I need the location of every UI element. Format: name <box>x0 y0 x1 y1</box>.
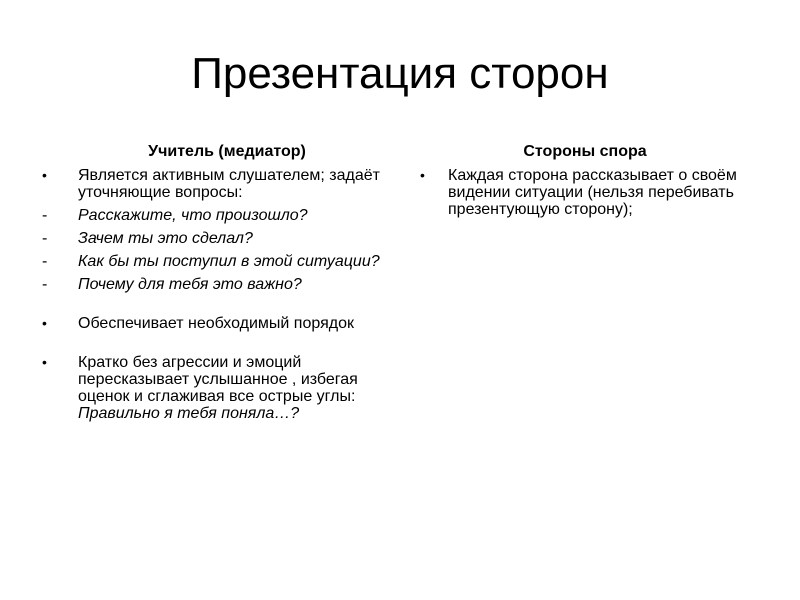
list-item-text: Как бы ты поступил в этой ситуации? <box>78 253 380 270</box>
list-item <box>42 315 387 332</box>
list-item-italic-text: Правильно я тебя поняла…? <box>78 405 300 422</box>
dash-icon: - <box>42 230 48 247</box>
list-item-text: Обеспечивает необходимый порядок <box>78 315 354 332</box>
list-item <box>420 167 755 218</box>
bullet-icon: • <box>42 167 47 183</box>
bullet-icon: • <box>42 315 47 331</box>
dash-icon: - <box>42 207 48 224</box>
list-item-text: Почему для тебя это важно? <box>78 276 302 293</box>
parties-column <box>420 143 755 224</box>
list-item-text: Зачем ты это сделал? <box>78 230 253 247</box>
list-item <box>42 167 387 201</box>
list-item-text: Каждая сторона рассказывает о своём видении ситуации (нельзя перебивать презентующую сторону); <box>448 167 737 218</box>
list-item <box>42 354 387 422</box>
list-item <box>42 253 387 270</box>
dash-icon: - <box>42 253 48 270</box>
list-item <box>42 207 387 224</box>
list-item <box>42 276 387 293</box>
slide-title: Презентация сторон <box>191 49 609 98</box>
teacher-column-heading: Учитель (медиатор) <box>148 143 306 160</box>
bullet-icon: • <box>42 354 47 370</box>
teacher-list <box>42 167 387 422</box>
parties-list <box>420 167 755 218</box>
list-item <box>42 230 387 247</box>
parties-column-heading: Стороны спора <box>523 143 647 160</box>
list-item-text: Расскажите, что произошло? <box>78 207 308 224</box>
teacher-column <box>42 143 387 428</box>
dash-icon: - <box>42 276 48 293</box>
bullet-icon: • <box>420 167 425 183</box>
list-item-text: Является активным слушателем; задаёт уточняющие вопросы: <box>78 167 380 201</box>
list-item-text: Кратко без агрессии и эмоций пересказывает услышанное , избегая оценок и сглаживая все острые углы: <box>78 354 358 405</box>
